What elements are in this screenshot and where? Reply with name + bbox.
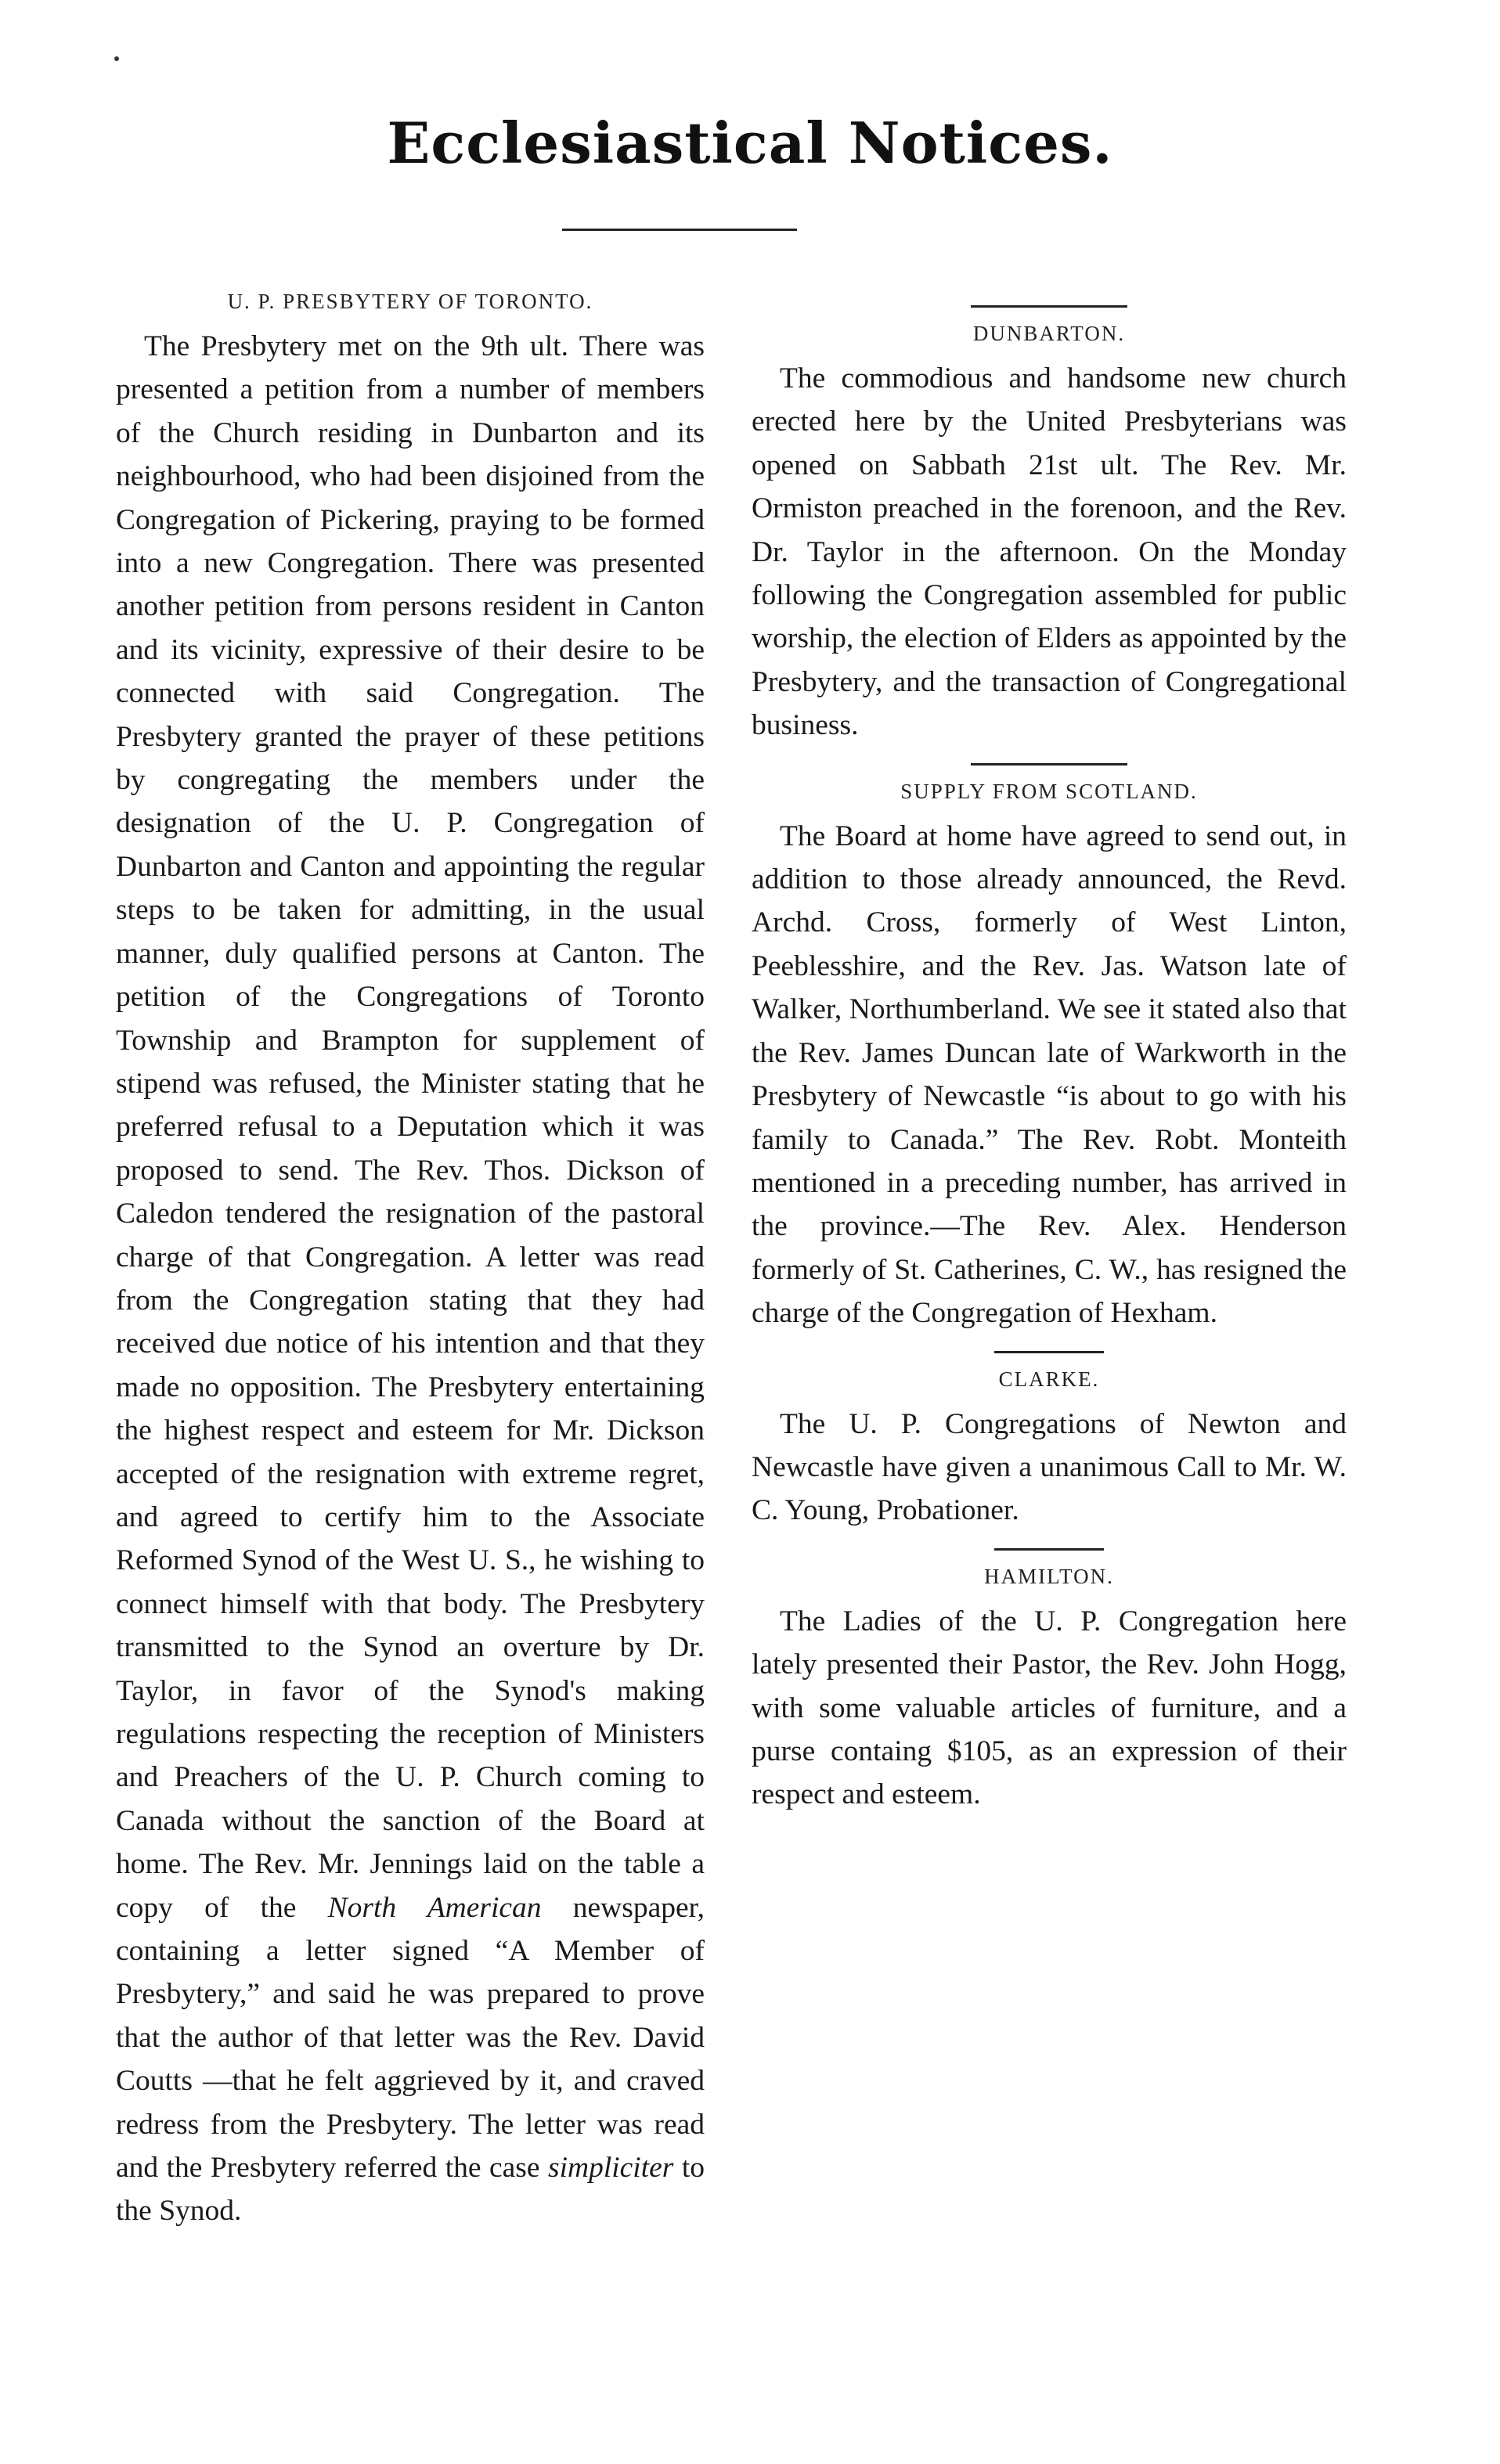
article-body: The Board at home have agreed to send out, in addition to those already announced, the Revd. Archd. Cross, formerly of West Linton, Peeblesshire, and the Rev. Jas. Watson late of Walker, Northumberland. We see it stated also that the Rev. James Duncan late of Warkworth in the Presbytery of Newcastle “is about to go with his family to Canada.” The Rev. Robt. Monteith mentioned in a preceding number, has arrived in the province.—The Rev. Alex. Henderson formerly of St. Catherines, C. W., has resigned the charge of the Congregation of Hexham. — [752, 820, 1347, 1330]
stray-mark — [114, 56, 119, 61]
section-divider — [994, 1548, 1104, 1551]
section-heading: CLARKE. — [998, 1367, 1100, 1391]
section-clarke — [752, 1367, 1347, 1533]
section-divider — [971, 305, 1127, 308]
section-heading: HAMILTON. — [984, 1564, 1114, 1588]
article-text: The Presbytery met on the 9th ult. There was presented a petition from a number of members of the Church residing in Dunbarton and its neighbourhood, who had been disjoined from the Congregation of Pickering, praying to be formed into a new Congregation. There was presented another petition from persons resident in Canton and its vicinity, expressive of their desire to be connected with said Congregation. The Presbytery granted the prayer of these petitions by congregating the members under the designation of the U. P. Congregation of Dunbarton and Canton and appointing the regular steps to be taken for admitting, in the usual manner, duly qualified persons at Canton. The petition of the Congregations of Toronto Township and Brampton for supplement of stipend was refused, the Minister stating that he preferred refusal to a Deputation which it was proposed to send. The Rev. Thos. Dickson of Caledon tendered the resignation of the pastoral charge of that Congregation. A letter was read from the Congregation stating that they had received due notice of his intention and that they made no opposition. The Presbytery entertaining the highest respect and esteem for Mr. Dickson accepted of the resignation with extreme regret, and agreed to certify him to the Associate Reformed Synod of the West U. S., he wishing to connect himself with that body. The Presbytery transmitted to the Synod an overture by Dr. Taylor, in favor of the Synod's making regulations respecting the reception of Ministers and Preachers of the U. P. Church coming to Canada without the sanction of the Board at home. The Rev. Mr. Jennings laid on the table a copy of the — [116, 330, 705, 1924]
section-hamilton — [752, 1565, 1347, 1817]
article-body: The commodious and handsome new church erected here by the United Presbyterians was opened on Sabbath 21st ult. The Rev. Mr. Ormiston preached in the forenoon, and the Rev. Dr. Taylor in the afternoon. On the Monday following the Congregation assembled for public worship, the election of Elders as appointed by the Presbytery, and the transaction of Congregational business. — [752, 362, 1347, 742]
section-heading: U. P. PRESBYTERY OF TORONTO. — [227, 290, 593, 313]
article-body — [116, 325, 705, 2233]
title-rule — [562, 229, 797, 231]
section-supply-from-scotland — [752, 780, 1347, 1335]
section-dunbarton — [752, 322, 1347, 747]
article-body: The Ladies of the U. P. Congregation here lately presented their Pastor, the Rev. John Hogg, with some valuable articles of furniture, and a purse containg $105, as an expression of their respect and esteem. — [752, 1605, 1347, 1811]
section-toronto-presbytery — [116, 290, 705, 2233]
section-divider — [971, 763, 1127, 765]
newspaper-title: North American — [327, 1891, 542, 1924]
section-divider — [994, 1351, 1104, 1353]
article-text-end: to the Synod. — [116, 2152, 705, 2228]
article-body: The U. P. Congregations of Newton and Newcastle have given a unanimous Call to Mr. W. C. Young, Probationer. — [752, 1407, 1347, 1527]
section-heading: SUPPLY FROM SCOTLAND. — [900, 779, 1198, 803]
article-text-continued: newspaper, containing a letter signed “A Member of Presbytery,” and said he was prepared to prove that the author of that letter was the Rev. David Coutts —that he felt aggrieved by it, and craved redress from the Presbytery. The letter was read and the Presbytery referred the case — [116, 1891, 705, 2185]
right-column — [752, 290, 1347, 1817]
page-title: Ecclesiastical Notices. — [387, 110, 1113, 176]
latin-term: simpliciter — [547, 2152, 674, 2185]
left-column — [116, 290, 705, 2233]
section-heading: DUNBARTON. — [972, 322, 1126, 345]
